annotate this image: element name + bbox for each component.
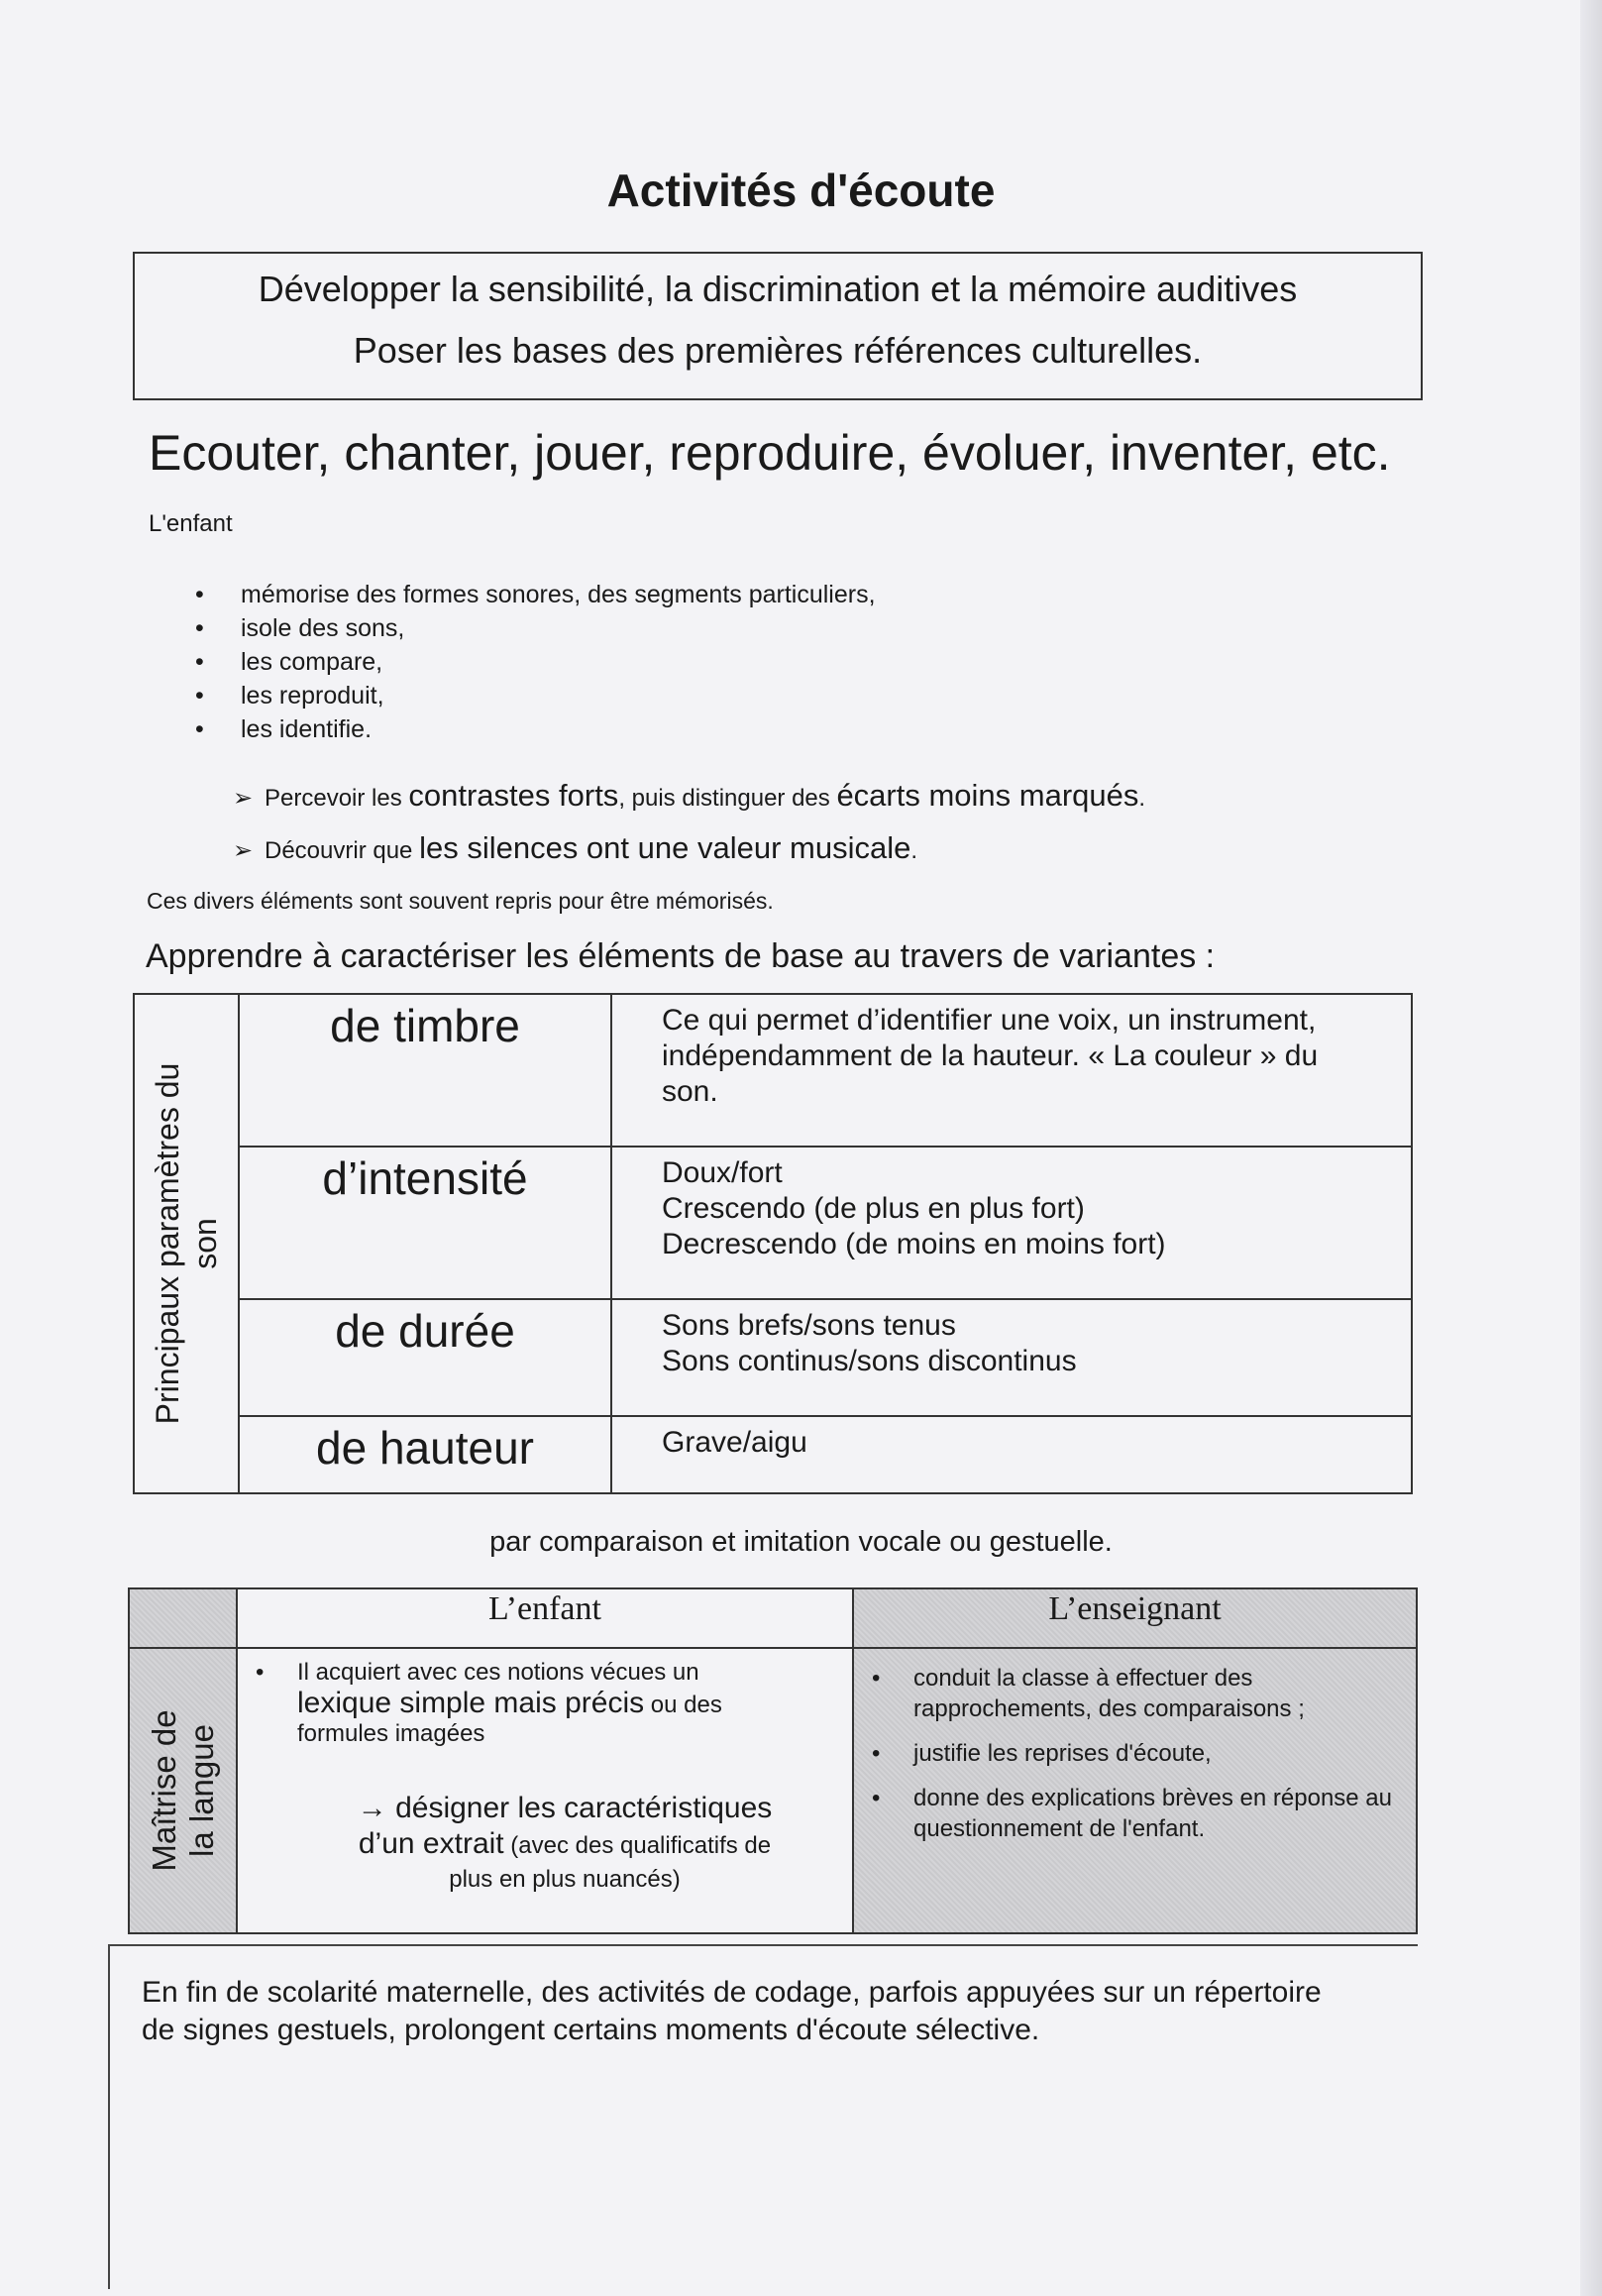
emphasis: d’un extrait xyxy=(358,1827,504,1860)
arrowhead-icon: ➢ xyxy=(233,837,254,864)
list-item: • les compare, xyxy=(193,645,876,679)
description-line: Decrescendo (de moins en moins fort) xyxy=(662,1228,1166,1260)
description-line: son. xyxy=(662,1075,718,1108)
sound-parameters-table xyxy=(133,993,1413,1494)
memorisation-note: Ces divers éléments sont souvent repris pour être mémorisés. xyxy=(147,888,774,914)
table-row xyxy=(134,1147,1412,1299)
table-row xyxy=(134,994,1412,1147)
description-line: Ce qui permet d’identifier une voix, un instrument, xyxy=(662,1004,1317,1037)
objectives-box xyxy=(133,252,1423,400)
text: ou des xyxy=(644,1692,722,1718)
list-item: • les reproduit, xyxy=(193,679,876,712)
emphasis: écarts moins marqués xyxy=(836,778,1139,813)
side-label-line: son xyxy=(187,1218,223,1269)
emphasis: lexique simple mais précis xyxy=(297,1687,645,1719)
text: . xyxy=(1138,785,1146,812)
side-label-line: la langue xyxy=(182,1724,220,1857)
text: plus en plus nuancés) xyxy=(449,1866,681,1893)
parameters-side-label xyxy=(149,1063,224,1425)
language-roles-table xyxy=(128,1587,1418,1934)
list-item: • donne des explications brèves en réponse au questionnement de l'enfant. xyxy=(913,1783,1396,1844)
parameter-name: de timbre xyxy=(239,994,611,1147)
text: (avec des qualificatifs de xyxy=(503,1832,772,1859)
list-item: • isole des sons, xyxy=(193,611,876,645)
parameter-description xyxy=(611,994,1412,1147)
emphasis: désigner les caractéristiques xyxy=(395,1792,773,1824)
table-row xyxy=(134,1299,1412,1416)
final-note-box xyxy=(108,1944,1418,2289)
arrow-right-icon: → xyxy=(357,1792,396,1824)
side-label-line: Maîtrise de xyxy=(145,1709,182,1872)
emphasis: les silences ont une valeur musicale xyxy=(419,830,911,865)
text: Il acquiert avec ces notions vécues un xyxy=(297,1659,699,1686)
table-header-row xyxy=(129,1588,1417,1648)
description-line: indépendamment de la hauteur. « La couleur » du xyxy=(662,1039,1319,1072)
list-item: • les identifie. xyxy=(193,712,876,746)
parameter-description xyxy=(611,1147,1412,1299)
objective-line-1: Développer la sensibilité, la discrimination et la mémoire auditives xyxy=(258,269,1298,309)
parameter-name: de durée xyxy=(239,1299,611,1416)
teacher-column-header: L’enseignant xyxy=(853,1588,1417,1648)
characterise-heading: Apprendre à caractériser les éléments de base au travers de variantes : xyxy=(146,937,1216,975)
table-row xyxy=(129,1648,1417,1933)
language-side-label-cell xyxy=(129,1648,237,1933)
side-label-line: Principaux paramètres du xyxy=(150,1062,185,1425)
page-title: Activités d'écoute xyxy=(606,164,996,216)
child-label: L'enfant xyxy=(149,510,233,537)
description-line: Grave/aigu xyxy=(662,1426,807,1459)
table-row xyxy=(134,1416,1412,1493)
list-item: • mémorise des formes sonores, des segments particuliers, xyxy=(193,578,876,611)
text: Percevoir les xyxy=(265,785,409,812)
description-line: Crescendo (de plus en plus fort) xyxy=(662,1192,1085,1225)
final-note-text: En fin de scolarité maternelle, des activités de codage, parfois appuyées sur un répertoire de signes gestuels, prolongent certains moments d'écoute sélective. xyxy=(142,1976,1322,2046)
child-column-header: L’enfant xyxy=(237,1588,853,1648)
activities-heading: Ecouter, chanter, jouer, reproduire, évoluer, inventer, etc. xyxy=(149,425,1391,481)
teacher-actions-list xyxy=(913,1663,1396,1844)
teacher-role-cell xyxy=(853,1648,1417,1933)
child-role-cell xyxy=(237,1648,853,1933)
child-skills-list xyxy=(193,578,876,746)
parameter-name: de hauteur xyxy=(239,1416,611,1493)
objective-line-2: Poser les bases des premières références culturelles. xyxy=(353,330,1203,371)
arrowhead-icon: ➢ xyxy=(233,785,254,812)
corner-cell xyxy=(129,1588,237,1648)
language-side-label xyxy=(146,1709,221,1871)
description-line: Sons brefs/sons tenus xyxy=(662,1309,956,1342)
text: . xyxy=(910,837,918,864)
description-line: Doux/fort xyxy=(662,1156,783,1189)
description-line: Sons continus/sons discontinus xyxy=(662,1345,1077,1377)
parameters-side-label-cell xyxy=(134,994,239,1493)
arrow-point-silences xyxy=(233,830,917,866)
arrow-point-contrasts xyxy=(233,778,1145,814)
parameter-description xyxy=(611,1299,1412,1416)
emphasis: contrastes forts xyxy=(408,778,619,813)
child-vocabulary-point xyxy=(297,1659,832,1748)
text: Découvrir que xyxy=(265,837,420,864)
list-item: • justifie les reprises d'écoute, xyxy=(913,1738,1396,1769)
text: , puis distinguer des xyxy=(618,785,837,812)
child-description-goal xyxy=(297,1792,832,1897)
page-edge xyxy=(1580,0,1602,2296)
parameter-description xyxy=(611,1416,1412,1493)
text: formules imagées xyxy=(297,1720,485,1747)
parameter-name: d’intensité xyxy=(239,1147,611,1299)
comparison-caption: par comparaison et imitation vocale ou gestuelle. xyxy=(489,1526,1113,1558)
list-item: • conduit la classe à effectuer des rapprochements, des comparaisons ; xyxy=(913,1663,1396,1724)
